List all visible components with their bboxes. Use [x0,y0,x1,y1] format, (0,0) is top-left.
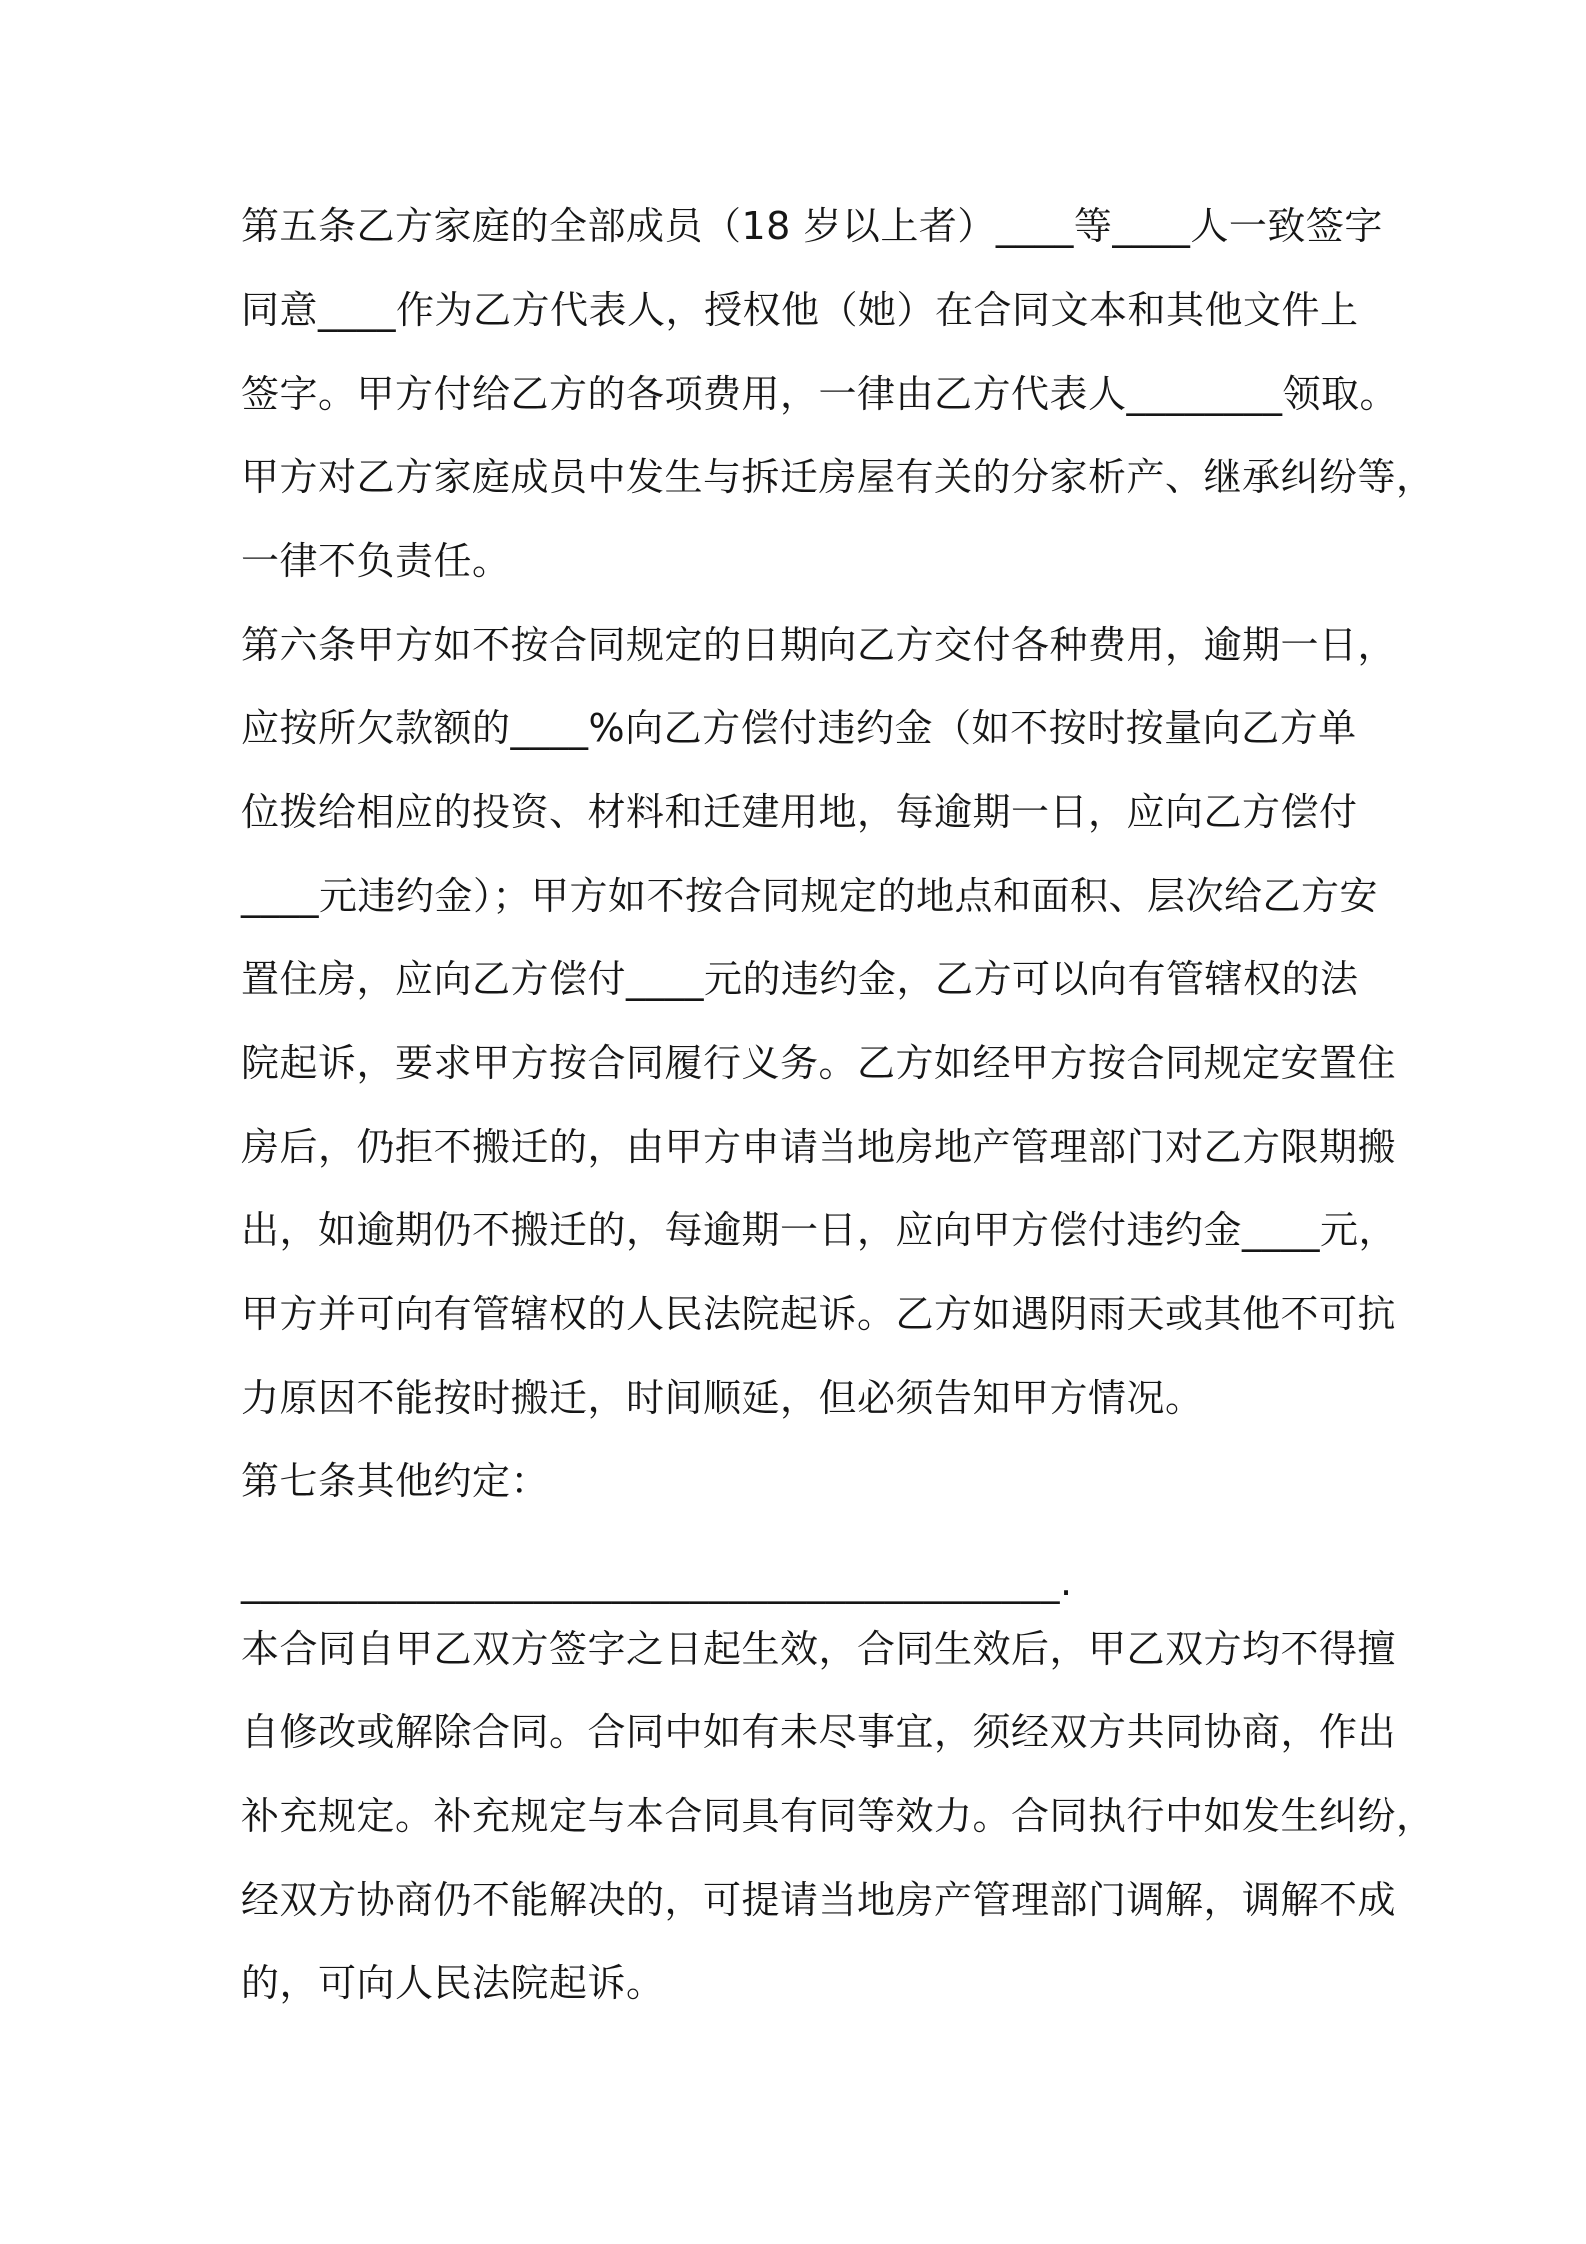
text-line: 自修改或解除合同。合同中如有未尽事宜，须经双方共同协商，作出 [241,1710,1397,1754]
text-line: 房后，仍拒不搬迁的，由甲方申请当地房地产管理部门对乙方限期搬 [241,1125,1397,1169]
text-line: 力原因不能按时搬迁，时间顺延，但必须告知甲方情况。 [241,1376,1204,1420]
text-line: 第六条甲方如不按合同规定的日期向乙方交付各种费用，逾期一日， [241,623,1397,667]
text-line: 经双方协商仍不能解决的，可提请当地房产管理部门调解，调解不成 [241,1878,1397,1922]
text-line: 出，如逾期仍不搬迁的，每逾期一日，应向甲方偿付违约金____元， [241,1208,1398,1252]
text-line: 第七条其他约定： [241,1459,550,1503]
text-line: 一律不负责任。 [241,539,511,583]
text-line: 签字。甲方付给乙方的各项费用，一律由乙方代表人________领取。 [241,372,1399,416]
text-line: 的，可向人民法院起诉。 [241,1961,665,2005]
text-line: 同意____作为乙方代表人，授权他（她）在合同文本和其他文件上 [241,288,1359,332]
text-line: 院起诉，要求甲方按合同履行义务。乙方如经甲方按合同规定安置住 [241,1041,1397,1085]
text-line: 位拨给相应的投资、材料和迁建用地，每逾期一日，应向乙方偿付 [241,790,1358,834]
text-line: 甲方并可向有管辖权的人民法院起诉。乙方如遇阴雨天或其他不可抗 [241,1292,1397,1336]
text-line: 甲方对乙方家庭成员中发生与拆迁房屋有关的分家析产、继承纠纷等， [241,455,1435,499]
text-line: 置住房，应向乙方偿付____元的违约金，乙方可以向有管辖权的法 [241,957,1359,1001]
text-line: 第五条乙方家庭的全部成员（18 岁以上者）____等____人一致签字 [241,204,1383,248]
text-line: ____元违约金）；甲方如不按合同规定的地点和面积、层次给乙方安 [241,874,1379,918]
text-line: 补充规定。补充规定与本合同具有同等效力。合同执行中如发生纠纷， [241,1794,1435,1838]
text-line: 本合同自甲乙双方签字之日起生效，合同生效后，甲乙双方均不得擅 [241,1627,1397,1671]
signature-blank-line: __________________________________________. [241,1560,1073,1604]
text-line: 应按所欠款额的____%向乙方偿付违约金（如不按时按量向乙方单 [241,706,1357,750]
